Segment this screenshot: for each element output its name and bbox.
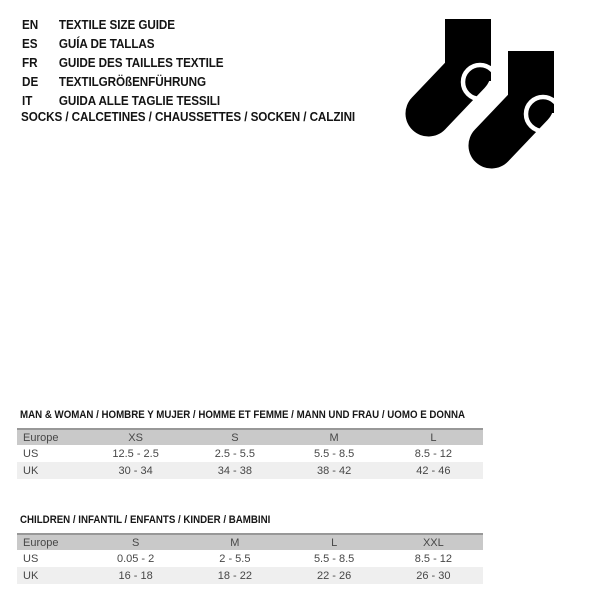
language-code: IT: [22, 93, 33, 108]
sock-left: [429, 19, 498, 114]
children-table-title: CHILDREN / INFANTIL / ENFANTS / KINDER / BAMBINI: [20, 514, 271, 526]
column-header-size: S: [86, 534, 185, 550]
size-value: 12.5 - 2.5: [112, 447, 159, 460]
product-category-title: SOCKS / CALCETINES / CHAUSSETTES / SOCKEN / CALZINI: [21, 109, 356, 124]
language-row-it: [22, 91, 224, 110]
language-code: ES: [22, 36, 38, 51]
language-label: GUIDA ALLE TAGLIE TESSILI: [58, 93, 221, 108]
adult-sizes-section: [17, 409, 483, 479]
language-row-es: [22, 34, 224, 53]
language-label: TEXTILGRÖßENFÜHRUNG: [58, 74, 207, 89]
language-row-fr: [22, 53, 224, 72]
language-row-de: [22, 72, 224, 91]
size-value: 0.05 - 2: [116, 552, 155, 565]
column-header-size: XS: [86, 429, 185, 445]
language-code: FR: [22, 55, 38, 70]
size-value: 22 - 26: [317, 569, 352, 582]
size-value: 30 - 34: [118, 464, 153, 477]
children-sizes-section: [17, 514, 483, 584]
sock-right: [492, 51, 561, 146]
column-header-size: L: [285, 534, 384, 550]
language-row-en: [22, 15, 224, 34]
children-header-row: [17, 534, 483, 550]
size-value: 5.5 - 8.5: [313, 552, 355, 565]
size-value: 5.5 - 8.5: [313, 447, 355, 460]
language-code: EN: [22, 17, 39, 32]
size-value: 2.5 - 5.5: [214, 447, 256, 460]
size-value: 18 - 22: [217, 569, 252, 582]
language-list: [22, 15, 246, 110]
row-label: US: [23, 447, 39, 460]
row-label: US: [23, 552, 39, 565]
column-header-size: XXL: [384, 534, 483, 550]
adult-header-row: [17, 429, 483, 445]
row-label: UK: [23, 464, 39, 477]
language-label: GUIDE DES TAILLES TEXTILE: [58, 55, 224, 70]
column-header-size: S: [185, 429, 284, 445]
column-header-size: M: [185, 534, 284, 550]
adult-table-title: MAN & WOMAN / HOMBRE Y MUJER / HOMME ET FEMME / MANN UND FRAU / UOMO E DONNA: [20, 409, 466, 421]
language-code: DE: [22, 74, 39, 89]
language-label: GUÍA DE TALLAS: [58, 36, 155, 51]
size-value: 26 - 30: [416, 569, 451, 582]
socks-icon: [400, 10, 570, 185]
children-size-table: [17, 533, 483, 584]
size-value: 16 - 18: [118, 569, 153, 582]
size-value: 38 - 42: [317, 464, 352, 477]
row-label: UK: [23, 569, 39, 582]
size-value: 2 - 5.5: [219, 552, 251, 565]
children-us-row: [17, 550, 483, 567]
size-value: 8.5 - 12: [414, 552, 453, 565]
column-header-size: M: [285, 429, 384, 445]
column-header-region: Europe: [17, 429, 86, 445]
column-header-size: L: [384, 429, 483, 445]
adult-size-table: [17, 428, 483, 479]
language-label: TEXTILE SIZE GUIDE: [58, 17, 175, 32]
children-uk-row: [17, 567, 483, 584]
column-header-region: Europe: [17, 534, 86, 550]
size-value: 34 - 38: [217, 464, 252, 477]
size-value: 42 - 46: [416, 464, 451, 477]
size-value: 8.5 - 12: [414, 447, 453, 460]
adult-uk-row: [17, 462, 483, 479]
adult-us-row: [17, 445, 483, 462]
